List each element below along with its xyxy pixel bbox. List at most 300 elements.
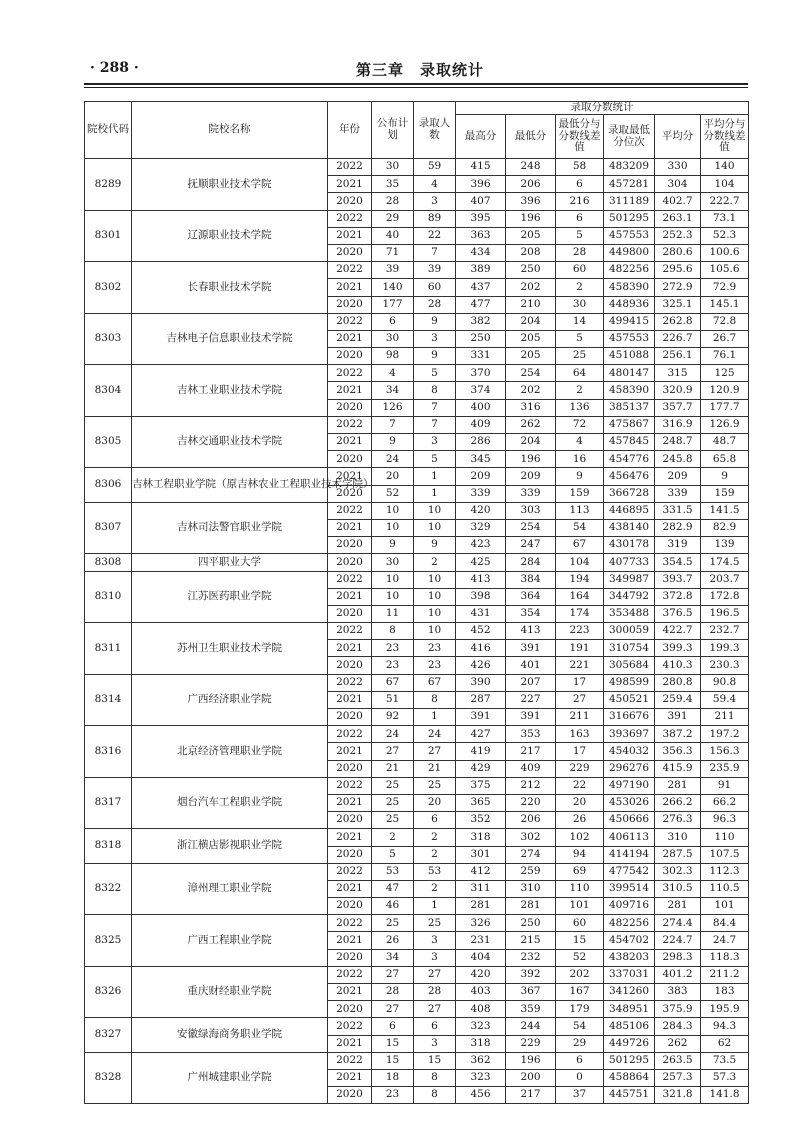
admitted-cell: 3 (414, 932, 456, 949)
max-score-cell: 281 (456, 898, 506, 915)
admitted-cell: 60 (414, 279, 456, 296)
avg-diff-cell: 112.3 (701, 863, 749, 880)
year-cell: 2022 (328, 313, 372, 330)
school-name: 漳州理工职业学院 (132, 863, 328, 915)
admitted-cell: 1 (414, 709, 456, 726)
min-rank-cell: 477542 (604, 863, 655, 880)
avg-score-cell: 330 (655, 159, 701, 176)
admitted-cell: 2 (414, 554, 456, 571)
min-score-cell: 391 (506, 640, 556, 657)
max-score-cell: 419 (456, 743, 506, 760)
max-score-cell: 382 (456, 313, 506, 330)
page-number: · 288 · (90, 60, 139, 76)
min-diff-cell: 6 (556, 1052, 604, 1069)
avg-diff-cell: 72.9 (701, 279, 749, 296)
year-cell: 2020 (328, 296, 372, 313)
year-cell: 2021 (328, 829, 372, 846)
min-diff-cell: 113 (556, 502, 604, 519)
avg-score-cell: 391 (655, 709, 701, 726)
min-rank-cell: 497190 (604, 777, 655, 794)
min-score-cell: 205 (506, 348, 556, 365)
min-score-cell: 284 (506, 554, 556, 571)
min-diff-cell: 60 (556, 262, 604, 279)
plan-cell: 5 (372, 846, 414, 863)
max-score-cell: 389 (456, 262, 506, 279)
plan-cell: 18 (372, 1069, 414, 1086)
school-name: 吉林交通职业技术学院 (132, 416, 328, 468)
plan-cell: 25 (372, 794, 414, 811)
min-diff-cell: 5 (556, 330, 604, 347)
avg-score-cell: 245.8 (655, 451, 701, 468)
avg-diff-cell: 196.5 (701, 605, 749, 622)
admitted-cell: 10 (414, 571, 456, 588)
avg-score-cell: 331.5 (655, 502, 701, 519)
avg-diff-cell: 24.7 (701, 932, 749, 949)
header-admitted: 录取人数 (414, 102, 456, 159)
min-rank-cell: 296276 (604, 760, 655, 777)
year-cell: 2021 (328, 932, 372, 949)
plan-cell: 9 (372, 537, 414, 554)
min-score-cell: 310 (506, 880, 556, 897)
min-rank-cell: 457845 (604, 434, 655, 451)
avg-score-cell: 224.7 (655, 932, 701, 949)
year-cell: 2021 (328, 434, 372, 451)
min-diff-cell: 20 (556, 794, 604, 811)
min-rank-cell: 450521 (604, 691, 655, 708)
plan-cell: 53 (372, 863, 414, 880)
school-name: 辽源职业技术学院 (132, 210, 328, 262)
year-cell: 2022 (328, 1018, 372, 1035)
avg-score-cell: 304 (655, 176, 701, 193)
year-cell: 2022 (328, 863, 372, 880)
min-diff-cell: 102 (556, 829, 604, 846)
school-code: 8310 (85, 571, 132, 623)
min-score-cell: 210 (506, 296, 556, 313)
admitted-cell: 3 (414, 330, 456, 347)
table-row (85, 863, 749, 880)
avg-diff-cell: 73.5 (701, 1052, 749, 1069)
plan-cell: 6 (372, 313, 414, 330)
plan-cell: 52 (372, 485, 414, 502)
school-name: 浙江横店影视职业学院 (132, 829, 328, 863)
admitted-cell: 1 (414, 485, 456, 502)
avg-diff-cell: 235.9 (701, 760, 749, 777)
min-rank-cell: 457281 (604, 176, 655, 193)
avg-score-cell: 302.3 (655, 863, 701, 880)
avg-diff-cell: 139 (701, 537, 749, 554)
year-cell: 2020 (328, 485, 372, 502)
min-score-cell: 212 (506, 777, 556, 794)
year-cell: 2022 (328, 210, 372, 227)
year-cell: 2020 (328, 244, 372, 261)
min-score-cell: 339 (506, 485, 556, 502)
admitted-cell: 15 (414, 1052, 456, 1069)
admitted-cell: 3 (414, 193, 456, 210)
avg-diff-cell: 100.6 (701, 244, 749, 261)
admitted-cell: 5 (414, 451, 456, 468)
max-score-cell: 365 (456, 794, 506, 811)
table-row (85, 416, 749, 433)
min-score-cell: 205 (506, 227, 556, 244)
max-score-cell: 209 (456, 468, 506, 485)
avg-diff-cell: 232.7 (701, 623, 749, 640)
year-cell: 2021 (328, 227, 372, 244)
admitted-cell: 3 (414, 949, 456, 966)
year-cell: 2022 (328, 915, 372, 932)
max-score-cell: 437 (456, 279, 506, 296)
min-diff-cell: 136 (556, 399, 604, 416)
avg-diff-cell: 104 (701, 176, 749, 193)
max-score-cell: 407 (456, 193, 506, 210)
year-cell: 2021 (328, 519, 372, 536)
avg-diff-cell: 101 (701, 898, 749, 915)
max-score-cell: 323 (456, 1069, 506, 1086)
year-cell: 2021 (328, 691, 372, 708)
admitted-cell: 2 (414, 829, 456, 846)
header-rule-thin (84, 87, 748, 88)
min-diff-cell: 223 (556, 623, 604, 640)
school-code: 8328 (85, 1052, 132, 1104)
min-score-cell: 353 (506, 726, 556, 743)
header-min-diff: 最低分与分数线差值 (556, 115, 604, 159)
avg-diff-cell: 66.2 (701, 794, 749, 811)
min-rank-cell: 406113 (604, 829, 655, 846)
avg-score-cell: 259.4 (655, 691, 701, 708)
table-row (85, 313, 749, 330)
year-cell: 2020 (328, 1001, 372, 1018)
year-cell: 2021 (328, 330, 372, 347)
min-diff-cell: 229 (556, 760, 604, 777)
admitted-cell: 2 (414, 846, 456, 863)
avg-diff-cell: 73.1 (701, 210, 749, 227)
admitted-cell: 21 (414, 760, 456, 777)
avg-score-cell: 422.7 (655, 623, 701, 640)
year-cell: 2022 (328, 777, 372, 794)
avg-diff-cell: 110.5 (701, 880, 749, 897)
school-code: 8301 (85, 210, 132, 262)
admission-table (84, 101, 749, 1104)
avg-score-cell: 310.5 (655, 880, 701, 897)
plan-cell: 39 (372, 262, 414, 279)
max-score-cell: 400 (456, 399, 506, 416)
min-score-cell: 396 (506, 193, 556, 210)
admitted-cell: 23 (414, 640, 456, 657)
min-diff-cell: 54 (556, 519, 604, 536)
plan-cell: 25 (372, 812, 414, 829)
admitted-cell: 3 (414, 434, 456, 451)
year-cell: 2021 (328, 382, 372, 399)
year-cell: 2021 (328, 1035, 372, 1052)
year-cell: 2020 (328, 193, 372, 210)
plan-cell: 15 (372, 1035, 414, 1052)
school-name: 苏州卫生职业技术学院 (132, 623, 328, 675)
max-score-cell: 416 (456, 640, 506, 657)
table-row (85, 502, 749, 519)
min-rank-cell: 341260 (604, 984, 655, 1001)
max-score-cell: 391 (456, 709, 506, 726)
min-diff-cell: 104 (556, 554, 604, 571)
min-rank-cell: 501295 (604, 1052, 655, 1069)
max-score-cell: 409 (456, 416, 506, 433)
year-cell: 2020 (328, 709, 372, 726)
avg-diff-cell: 52.3 (701, 227, 749, 244)
min-diff-cell: 60 (556, 915, 604, 932)
min-rank-cell: 438203 (604, 949, 655, 966)
year-cell: 2021 (328, 743, 372, 760)
min-score-cell: 254 (506, 365, 556, 382)
admitted-cell: 10 (414, 519, 456, 536)
admitted-cell: 27 (414, 966, 456, 983)
admitted-cell: 8 (414, 382, 456, 399)
min-rank-cell: 482256 (604, 262, 655, 279)
plan-cell: 30 (372, 554, 414, 571)
min-score-cell: 262 (506, 416, 556, 433)
min-rank-cell: 430178 (604, 537, 655, 554)
min-score-cell: 384 (506, 571, 556, 588)
plan-cell: 25 (372, 915, 414, 932)
header-year: 年份 (328, 102, 372, 159)
min-rank-cell: 305684 (604, 657, 655, 674)
header-avg: 平均分 (655, 115, 701, 159)
min-rank-cell: 454702 (604, 932, 655, 949)
avg-score-cell: 410.3 (655, 657, 701, 674)
admitted-cell: 39 (414, 262, 456, 279)
min-diff-cell: 6 (556, 176, 604, 193)
plan-cell: 140 (372, 279, 414, 296)
avg-score-cell: 280.8 (655, 674, 701, 691)
avg-diff-cell: 107.5 (701, 846, 749, 863)
year-cell: 2021 (328, 176, 372, 193)
school-name: 吉林工业职业技术学院 (132, 365, 328, 417)
avg-diff-cell: 118.3 (701, 949, 749, 966)
avg-score-cell: 315 (655, 365, 701, 382)
min-score-cell: 205 (506, 330, 556, 347)
max-score-cell: 415 (456, 159, 506, 176)
table-row (85, 262, 749, 279)
admitted-cell: 25 (414, 915, 456, 932)
school-name: 烟台汽车工程职业学院 (132, 777, 328, 829)
plan-cell: 2 (372, 829, 414, 846)
avg-score-cell: 266.2 (655, 794, 701, 811)
avg-diff-cell: 84.4 (701, 915, 749, 932)
avg-diff-cell: 199.3 (701, 640, 749, 657)
admitted-cell: 28 (414, 296, 456, 313)
admitted-cell: 10 (414, 623, 456, 640)
min-diff-cell: 221 (556, 657, 604, 674)
plan-cell: 10 (372, 502, 414, 519)
max-score-cell: 427 (456, 726, 506, 743)
avg-diff-cell: 141.5 (701, 502, 749, 519)
avg-diff-cell: 59.4 (701, 691, 749, 708)
plan-cell: 126 (372, 399, 414, 416)
min-score-cell: 254 (506, 519, 556, 536)
max-score-cell: 363 (456, 227, 506, 244)
min-score-cell: 413 (506, 623, 556, 640)
admitted-cell: 59 (414, 159, 456, 176)
avg-score-cell: 281 (655, 898, 701, 915)
min-rank-cell: 457553 (604, 227, 655, 244)
school-name: 吉林工程职业学院（原吉林农业工程职业技术学院） (132, 468, 328, 502)
year-cell: 2021 (328, 984, 372, 1001)
plan-cell: 25 (372, 777, 414, 794)
school-name: 抚顺职业技术学院 (132, 159, 328, 211)
plan-cell: 15 (372, 1052, 414, 1069)
school-code: 8303 (85, 313, 132, 365)
avg-diff-cell: 125 (701, 365, 749, 382)
school-name: 重庆财经职业学院 (132, 966, 328, 1018)
max-score-cell: 352 (456, 812, 506, 829)
avg-score-cell: 325.1 (655, 296, 701, 313)
min-score-cell: 196 (506, 451, 556, 468)
min-score-cell: 200 (506, 1069, 556, 1086)
table-row (85, 966, 749, 983)
school-name: 吉林电子信息职业技术学院 (132, 313, 328, 365)
min-rank-cell: 366728 (604, 485, 655, 502)
avg-score-cell: 257.3 (655, 1069, 701, 1086)
min-diff-cell: 27 (556, 691, 604, 708)
header-rule (84, 83, 748, 85)
min-score-cell: 209 (506, 468, 556, 485)
min-score-cell: 392 (506, 966, 556, 983)
table-row (85, 468, 749, 485)
year-cell: 2022 (328, 1052, 372, 1069)
max-score-cell: 390 (456, 674, 506, 691)
min-diff-cell: 163 (556, 726, 604, 743)
avg-score-cell: 415.9 (655, 760, 701, 777)
admitted-cell: 8 (414, 691, 456, 708)
school-name: 安徽绿海商务职业学院 (132, 1018, 328, 1052)
avg-diff-cell: 9 (701, 468, 749, 485)
avg-score-cell: 295.6 (655, 262, 701, 279)
admitted-cell: 23 (414, 657, 456, 674)
year-cell: 2021 (328, 279, 372, 296)
min-rank-cell: 449726 (604, 1035, 655, 1052)
min-score-cell: 367 (506, 984, 556, 1001)
max-score-cell: 311 (456, 880, 506, 897)
min-rank-cell: 300059 (604, 623, 655, 640)
admitted-cell: 22 (414, 227, 456, 244)
max-score-cell: 323 (456, 1018, 506, 1035)
min-diff-cell: 72 (556, 416, 604, 433)
min-diff-cell: 64 (556, 365, 604, 382)
table-row (85, 365, 749, 382)
max-score-cell: 423 (456, 537, 506, 554)
min-rank-cell: 485106 (604, 1018, 655, 1035)
min-diff-cell: 167 (556, 984, 604, 1001)
min-diff-cell: 30 (556, 296, 604, 313)
avg-score-cell: 262 (655, 1035, 701, 1052)
min-rank-cell: 483209 (604, 159, 655, 176)
min-rank-cell: 501295 (604, 210, 655, 227)
avg-diff-cell: 177.7 (701, 399, 749, 416)
min-score-cell: 302 (506, 829, 556, 846)
min-rank-cell: 458864 (604, 1069, 655, 1086)
plan-cell: 51 (372, 691, 414, 708)
avg-diff-cell: 126.9 (701, 416, 749, 433)
admitted-cell: 8 (414, 1069, 456, 1086)
header-avg-diff: 平均分与分数线差值 (701, 115, 749, 159)
avg-score-cell: 399.3 (655, 640, 701, 657)
min-rank-cell: 454776 (604, 451, 655, 468)
avg-score-cell: 310 (655, 829, 701, 846)
avg-score-cell: 209 (655, 468, 701, 485)
min-score-cell: 232 (506, 949, 556, 966)
header-name: 院校名称 (132, 102, 328, 159)
min-score-cell: 204 (506, 434, 556, 451)
max-score-cell: 420 (456, 966, 506, 983)
admitted-cell: 9 (414, 348, 456, 365)
school-code: 8325 (85, 915, 132, 967)
plan-cell: 20 (372, 468, 414, 485)
avg-diff-cell: 141.8 (701, 1087, 749, 1104)
year-cell: 2020 (328, 1087, 372, 1104)
min-score-cell: 250 (506, 262, 556, 279)
table-row (85, 915, 749, 932)
year-cell: 2022 (328, 966, 372, 983)
max-score-cell: 287 (456, 691, 506, 708)
avg-score-cell: 354.5 (655, 554, 701, 571)
avg-diff-cell: 57.3 (701, 1069, 749, 1086)
header-max: 最高分 (456, 115, 506, 159)
max-score-cell: 301 (456, 846, 506, 863)
min-rank-cell: 482256 (604, 915, 655, 932)
avg-score-cell: 375.9 (655, 1001, 701, 1018)
avg-diff-cell: 94.3 (701, 1018, 749, 1035)
min-score-cell: 217 (506, 743, 556, 760)
plan-cell: 35 (372, 176, 414, 193)
min-rank-cell: 458390 (604, 279, 655, 296)
plan-cell: 10 (372, 588, 414, 605)
min-rank-cell: 458390 (604, 382, 655, 399)
min-score-cell: 303 (506, 502, 556, 519)
avg-diff-cell: 140 (701, 159, 749, 176)
min-score-cell: 220 (506, 794, 556, 811)
avg-score-cell: 402.7 (655, 193, 701, 210)
avg-diff-cell: 211 (701, 709, 749, 726)
avg-diff-cell: 91 (701, 777, 749, 794)
table-row (85, 829, 749, 846)
avg-score-cell: 387.2 (655, 726, 701, 743)
plan-cell: 98 (372, 348, 414, 365)
school-code: 8318 (85, 829, 132, 863)
plan-cell: 10 (372, 519, 414, 536)
min-score-cell: 250 (506, 915, 556, 932)
min-diff-cell: 211 (556, 709, 604, 726)
admitted-cell: 67 (414, 674, 456, 691)
school-code: 8302 (85, 262, 132, 314)
max-score-cell: 374 (456, 382, 506, 399)
admitted-cell: 27 (414, 1001, 456, 1018)
max-score-cell: 339 (456, 485, 506, 502)
avg-diff-cell: 197.2 (701, 726, 749, 743)
avg-score-cell: 252.3 (655, 227, 701, 244)
year-cell: 2021 (328, 588, 372, 605)
plan-cell: 71 (372, 244, 414, 261)
school-name: 江苏医药职业学院 (132, 571, 328, 623)
admitted-cell: 7 (414, 416, 456, 433)
school-code: 8289 (85, 159, 132, 211)
min-rank-cell: 456476 (604, 468, 655, 485)
year-cell: 2022 (328, 159, 372, 176)
avg-score-cell: 287.5 (655, 846, 701, 863)
school-code: 8314 (85, 674, 132, 726)
table-row (85, 210, 749, 227)
min-diff-cell: 54 (556, 1018, 604, 1035)
table-row (85, 623, 749, 640)
year-cell: 2022 (328, 502, 372, 519)
school-code: 8306 (85, 468, 132, 502)
avg-score-cell: 316.9 (655, 416, 701, 433)
